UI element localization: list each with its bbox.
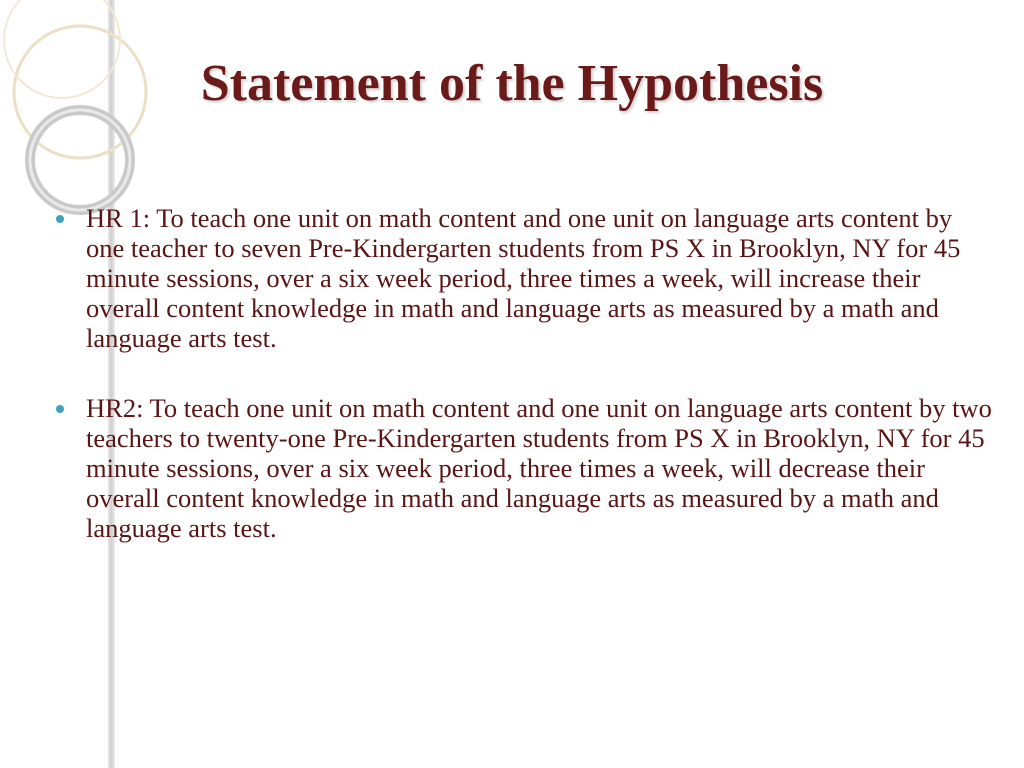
- bullet-item-hr2: [52, 393, 992, 543]
- bullet-dot-icon: [56, 215, 64, 223]
- slide-title: Statement of the Hypothesis: [200, 55, 824, 112]
- bullet-list: [52, 203, 992, 583]
- bullet-text: HR 1: To teach one unit on math content and one unit on language arts content by one teacher to seven Pre-Kindergarten students from PS X in Brooklyn, NY for 45 minute sessions, over a six week period, three times a week, will increase their overall content knowledge in math and language arts as measured by a math and language arts test.: [86, 203, 961, 353]
- bullet-item-hr1: [52, 203, 992, 353]
- bullet-text: HR2: To teach one unit on math content and one unit on language arts content by two teachers to twenty-one Pre-Kindergarten students from PS X in Brooklyn, NY for 45 minute sessions, over a six week period, three times a week, will decrease their overall content knowledge in math and language arts as measured by a math and language arts test.: [86, 393, 992, 543]
- bullet-dot-icon: [56, 405, 64, 413]
